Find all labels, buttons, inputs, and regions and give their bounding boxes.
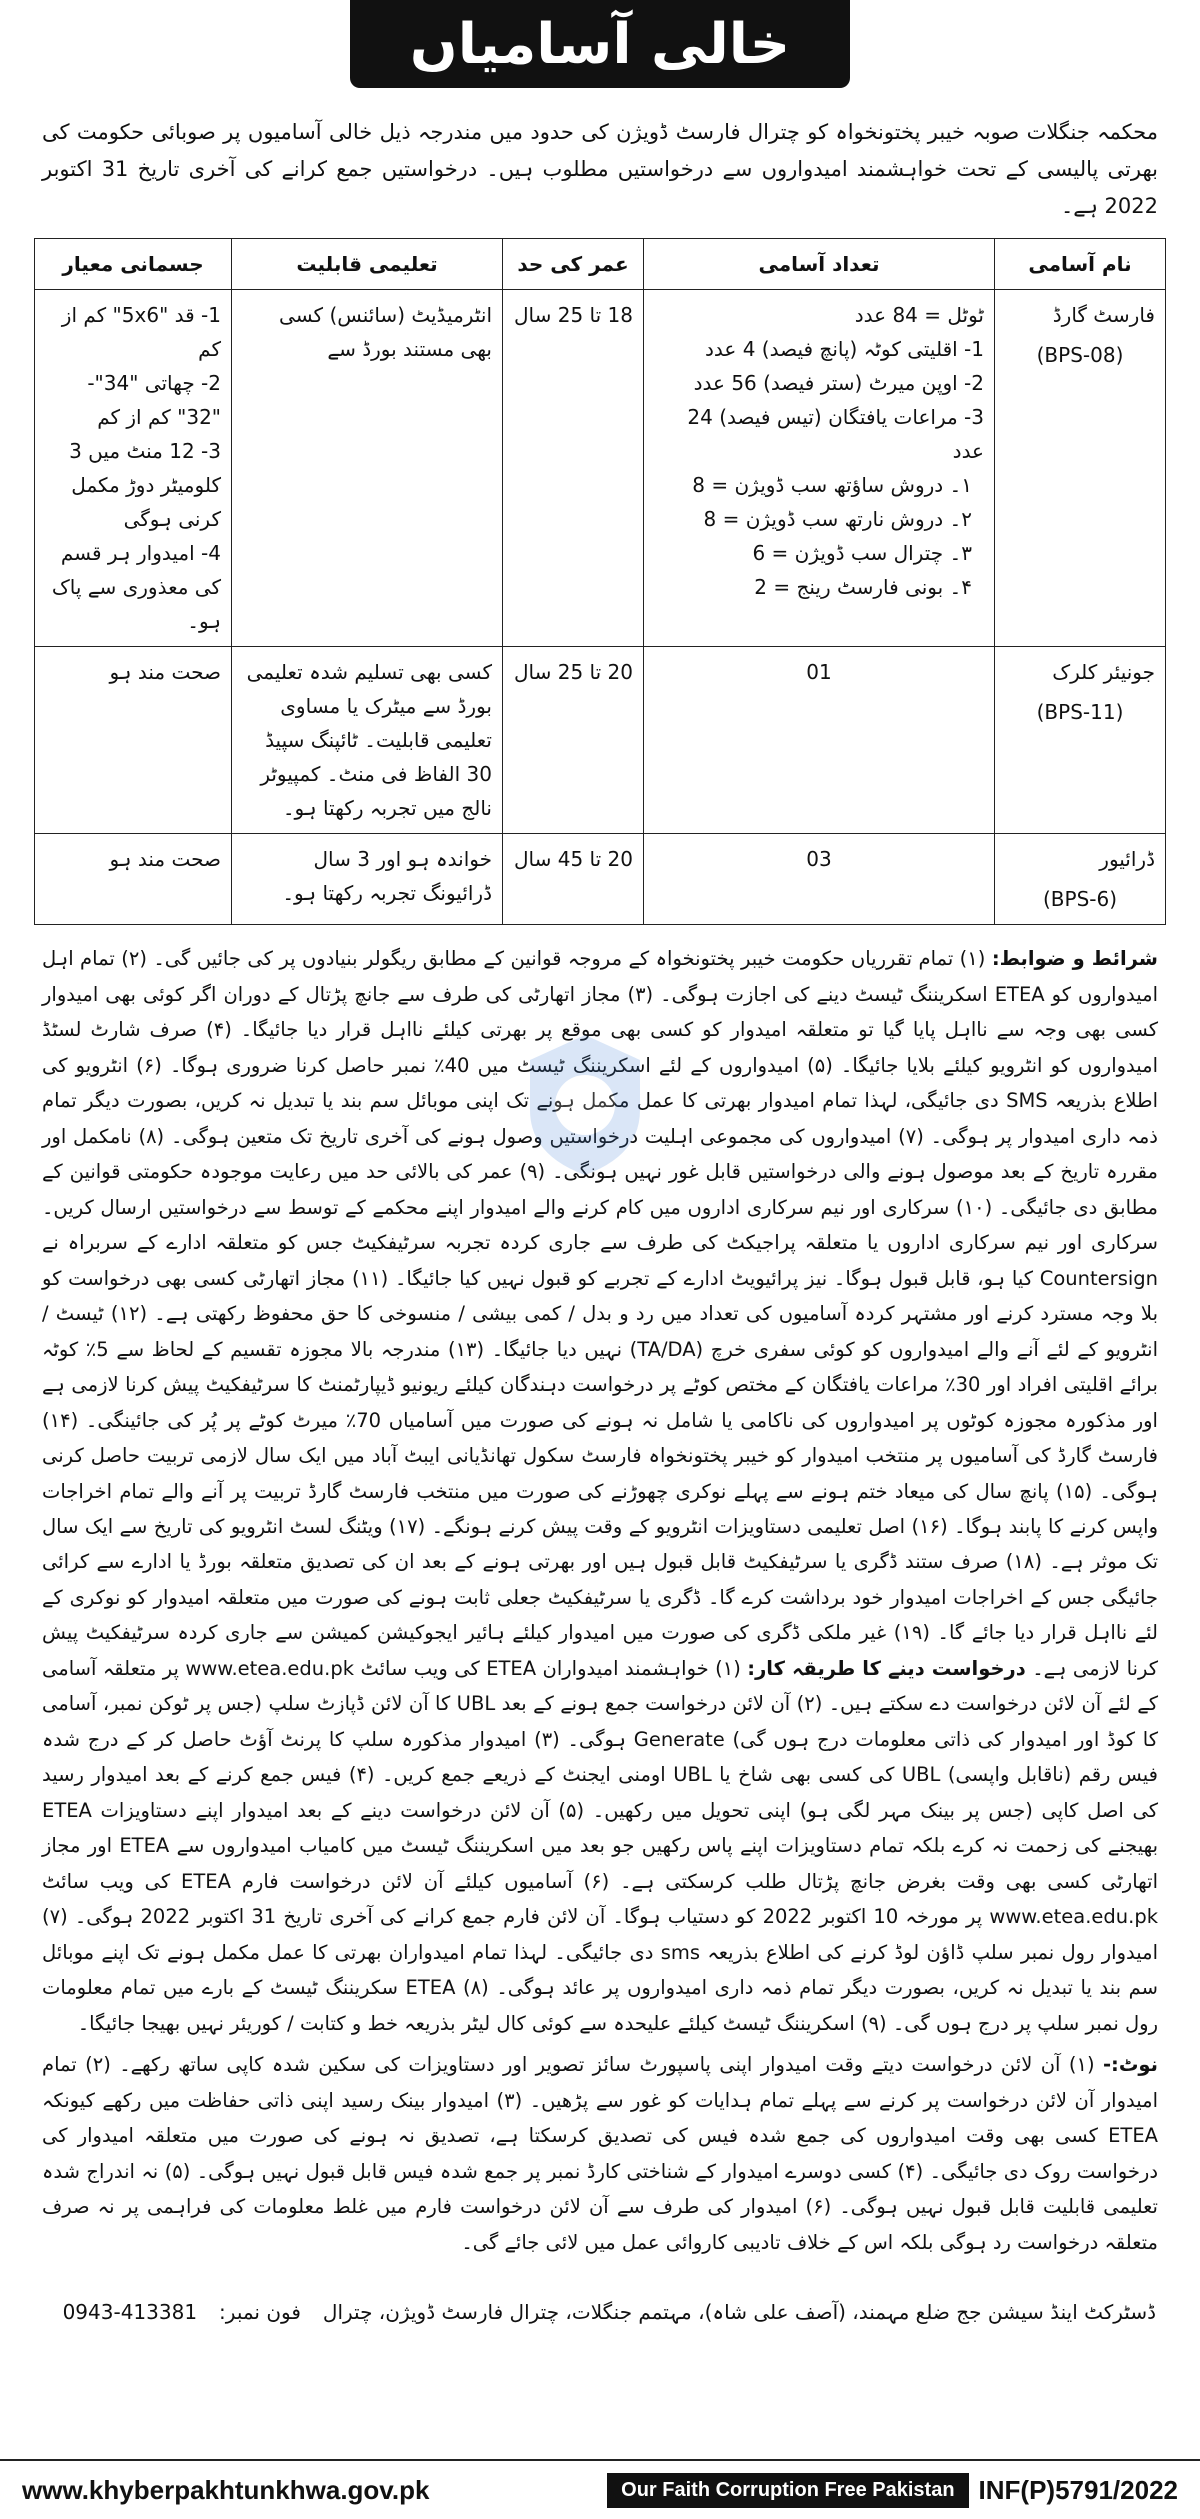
footer-website-link[interactable]: www.khyberpakhtunkhwa.gov.pk bbox=[22, 2474, 430, 2505]
count-line: ۳۔ چترال سب ڈویژن = 6 bbox=[752, 541, 972, 566]
footer-right bbox=[607, 2473, 1178, 2508]
table-header-row bbox=[35, 239, 1166, 290]
footer-bar bbox=[0, 2459, 1200, 2519]
terms-body: (۱) تمام تقرریاں حکومت خیبر پختونخواہ کے مروجہ قوانین کے مطابق ریگولر بنیادوں پر کی جائیں گی۔ (۲) تمام اہل امیدواروں کو ETEA اسکریننگ ٹیسٹ دینے کی اجازت ہوگی۔ (۳) مجاز اتھارٹی کی طرف سے جانچ پڑتال کے دوران اگر کوئی بھی امیدوار کسی بھی وجہ سے نااہل پایا گیا تو متعلقہ امیدوار کو کسی بھی موقع پر بھرتی کیلئے نااہل قرار دیا جائیگا۔ (۴) صرف شارٹ لسٹڈ امیدواروں کو انٹرویو کیلئے بلایا جائیگا۔ (۵) امیدواروں کے لئے اسکریننگ ٹیسٹ میں 40٪ نمبر حاصل کرنا ضروری ہوگا۔ (۶) انٹرویو کی اطلاع بذریعہ SMS دی جائیگی، لہذا تمام امیدوار بھرتی کا عمل مکمل ہونے تک اپنی موبائل سم بند یا تبدیل نہ کریں، بصورت دیگر تمام ذمہ داری امیدوار پر ہوگی۔ (۷) امیدواروں کی مجموعی اہلیت درخواستیں وصول ہونے کی آخری تاریخ تک متعین ہوگی۔ (۸) نامکمل اور مقررہ تاریخ کے بعد موصول ہونے والی درخواستیں قابل غور نہیں ہونگی۔ (۹) عمر کی بالائی حد میں رعایت موجودہ حکومتی قوانین کے مطابق دی جائیگی۔ (۱۰) سرکاری اور نیم سرکاری اداروں میں کام کرنے والے امیدوار اپنے محکمے کے توسط سے درخواستیں ارسال کریں۔ سرکاری اور نیم سرکاری اداروں یا متعلقہ پراجیکٹ کی طرف سے جاری کردہ تجربہ سرٹیفکیٹ جس کو متعلقہ ادارے کے سربراہ نے Countersign کیا ہو، قابل قبول ہوگا۔ نیز پرائیویٹ ادارے کے تجربے کو قبول نہیں کیا جائیگا۔ (۱۱) مجاز اتھارٹی کسی بھی درخواست کو بلا وجہ مسترد کرنے اور مشتہر کردہ آسامیوں کی تعداد میں رد و بدل / کمی بیشی / منسوخی کا حق محفوظ رکھتی ہے۔ (۱۲) ٹیسٹ / انٹرویو کے لئے آنے والے امیدواروں کو کوئی سفری خرچ (TA/DA) نہیں دیا جائیگا۔ (۱۳) مندرجہ بالا مجوزہ تقسیم کے لحاظ سے 5٪ کوٹہ برائے اقلیتی افراد اور 30٪ مراعات یافتگان کے مختص کوٹے پر درخواست دہندگان کیلئے ریونیو ڈیپارٹمنٹ کا سرٹیفکیٹ پیش کرنا لازمی ہے اور مذکورہ مجوزہ کوٹوں پر امیدواروں کی ناکامی یا شامل نہ ہونے کی صورت میں آسامیاں 70٪ میرٹ کوٹے پر پُر کی جائینگی۔ (۱۴) فارسٹ گارڈ کی آسامیوں پر منتخب امیدوار کو خیبر پختونخواہ فارسٹ سکول تھانڈیانی ایبٹ آباد میں ایک سال لازمی تربیت حاصل کرنی ہوگی۔ (۱۵) پانچ سال کی میعاد ختم ہونے سے پہلے نوکری چھوڑنے کی صورت میں منتخب فارسٹ گارڈ تربیت پر آنے والے تمام اخراجات واپس کرنے کا پابند ہوگا۔ (۱۶) اصل تعلیمی دستاویزات انٹرویو کے وقت پیش کرنے ہونگے۔ (۱۷) ویٹنگ لسٹ انٹرویو کی تاریخ سے ایک سال تک موثر ہے۔ (۱۸) صرف ستند ڈگری یا سرٹیفکیٹ قابل قبول ہیں اور بھرتی ہونے کے بعد ان کی تصدیق متعلقہ بورڈ یا ادارے سے کرائی جائیگی جس کے اخراجات امیدوار خود برداشت کرے گا۔ ڈگری یا سرٹیفکیٹ جعلی ثابت ہونے کی صورت میں متعلقہ امیدوار کو نوکری کے لئے نااہل قرار دیا جائے گا۔ (۱۹) غیر ملکی ڈگری کی صورت میں امیدوار کیلئے ہائیر ایجوکیشن کمیشن سے جاری کردہ سرٹیفکیٹ پیش کرنا لازمی ہے۔ bbox=[42, 947, 1159, 1680]
physical-line: 1- قد "5x6" کم از کم bbox=[61, 303, 221, 362]
post-name: ڈرائیور bbox=[1099, 847, 1155, 872]
post-count-cell bbox=[644, 290, 995, 647]
post-name: جونیئر کلرک bbox=[1052, 660, 1155, 685]
apply-heading: درخواست دینے کا طریقہ کار: bbox=[747, 1656, 1026, 1680]
header-qualification: تعلیمی قابلیت bbox=[232, 239, 503, 290]
post-scale: (BPS-6) bbox=[1042, 887, 1118, 912]
count-line: ۴۔ بونی فارسٹ رینج = 2 bbox=[754, 575, 972, 600]
terms-section bbox=[42, 941, 1158, 2041]
footer-ad-code: INF(P)5791/2022 bbox=[978, 2474, 1178, 2505]
age-limit-cell: 18 تا 25 سال bbox=[503, 290, 644, 647]
qualification-cell: خواندہ ہو اور 3 سال ڈرائیونگ تجربہ رکھتا ہو۔ bbox=[232, 834, 503, 925]
physical-standard-cell: صحت مند ہو bbox=[35, 834, 232, 925]
post-name-cell bbox=[995, 290, 1166, 647]
header-post-count: تعداد آسامی bbox=[644, 239, 995, 290]
notes-heading: نوٹ:- bbox=[1102, 2053, 1158, 2077]
table-row bbox=[35, 290, 1166, 647]
count-line: ۱۔ دروش ساؤتھ سب ڈویژن = 8 bbox=[692, 473, 972, 498]
vacancies-table bbox=[34, 238, 1166, 925]
age-limit-cell: 20 تا 25 سال bbox=[503, 647, 644, 834]
physical-standard-cell bbox=[35, 290, 232, 647]
post-name-cell bbox=[995, 834, 1166, 925]
header-age-limit: عمر کی حد bbox=[503, 239, 644, 290]
count-line: 2- اوپن میرٹ (ستر فیصد) 56 عدد bbox=[693, 371, 984, 396]
count-line: 3- مراعات یافتگان (تیس فیصد) 24 عدد bbox=[687, 405, 984, 464]
post-scale: (BPS-11) bbox=[1036, 700, 1124, 725]
table-row bbox=[35, 647, 1166, 834]
terms-heading: شرائط و ضوابط: bbox=[991, 947, 1158, 971]
intro-paragraph: محکمہ جنگلات صوبہ خیبر پختونخواہ کو چترال فارسٹ ڈویژن کی حدود میں مندرجہ ذیل خالی آسامیوں پر صوبائی حکومت کی بھرتی پالیسی کے تحت خواہشمند امیدواروں سے درخواستیں مطلوب ہیں۔ درخواستیں جمع کرانے کی آخری تاریخ 31 اکتوبر 2022 ہے۔ bbox=[42, 120, 1159, 218]
notes-section bbox=[42, 2047, 1158, 2260]
phone-label: فون نمبر: bbox=[219, 2300, 301, 2325]
header-physical-standard: جسمانی معیار bbox=[35, 239, 232, 290]
qualification-cell: انٹرمیڈیٹ (سائنس) کسی بھی مستند بورڈ سے bbox=[232, 290, 503, 647]
post-count-cell: 03 bbox=[644, 834, 995, 925]
notes-body: (۱) آن لائن درخواست دیتے وقت امیدوار اپنی پاسپورٹ سائز تصویر اور دستاویزات کی سکین شدہ کاپی ساتھ رکھے۔ (۲) تمام امیدوار آن لائن درخواست پر کرنے سے پہلے تمام ہدایات کو غور سے پڑھیں۔ (۳) امیدوار بینک رسید اپنی ذاتی حفاظت میں رکھے کیونکہ ETEA کسی بھی وقت امیدواروں کی جمع شدہ فیس کی تصدیق کرسکتا ہے، تصدیق نہ ہونے کی صورت میں متعلقہ امیدوار کی درخواست روک دی جائیگی۔ (۴) کسی دوسرے امیدوار کے شناختی کارڈ نمبر پر جمع شدہ فیس قابل قبول نہیں ہوگی۔ (۵) نہ اندراج شدہ تعلیمی قابلیت قابل قبول نہیں ہوگی۔ (۶) امیدوار کی طرف سے آن لائن درخواست فارم میں غلط معلومات کی فراہمی پر نہ صرف متعلقہ درخواست رد ہوگی بلکہ اس کے خلاف تادیبی کاروائی عمل میں لائی جائے گی۔ bbox=[42, 2053, 1159, 2254]
table-row bbox=[35, 834, 1166, 925]
count-line: ۲۔ دروش نارتھ سب ڈویژن = 8 bbox=[703, 507, 972, 532]
count-line: ٹوٹل = 84 عدد bbox=[854, 303, 984, 328]
age-limit-cell: 20 تا 45 سال bbox=[503, 834, 644, 925]
signature-office: ڈسٹرکٹ اینڈ سیشن جج ضلع مہمند، (آصف علی شاہ)، مہتمم جنگلات، چترال فارسٹ ڈویژن، چترال bbox=[322, 2300, 1156, 2325]
physical-standard-cell: صحت مند ہو bbox=[35, 647, 232, 834]
physical-line: 3- 12 منٹ میں 3 کلومیٹر دوڑ مکمل کرنی ہوگی bbox=[69, 439, 221, 532]
footer-slogan: Our Faith Corruption Free Pakistan bbox=[607, 2473, 968, 2508]
count-line: 1- اقلیتی کوٹہ (پانچ فیصد) 4 عدد bbox=[705, 337, 984, 362]
page-title: خالی آسامیاں bbox=[350, 0, 850, 88]
signature-block bbox=[44, 2300, 1156, 2324]
post-count-cell: 01 bbox=[644, 647, 995, 834]
phone-number: 0943-413381 bbox=[62, 2300, 198, 2325]
physical-line: 2- چھاتی "34"-"32" کم از کم bbox=[87, 371, 221, 430]
qualification-cell: کسی بھی تسلیم شدہ تعلیمی بورڈ سے میٹرک یا مساوی تعلیمی قابلیت۔ ٹائپنگ سپیڈ 30 الفاظ فی منٹ۔ کمپیوٹر نالج میں تجربہ رکھتا ہو۔ bbox=[232, 647, 503, 834]
header-post-name: نام آسامی bbox=[995, 239, 1166, 290]
post-name: فارسٹ گارڈ bbox=[1052, 303, 1155, 328]
post-scale: (BPS-08) bbox=[1036, 343, 1124, 368]
apply-body: (۱) خواہشمند امیدواران ETEA کی ویب سائٹ www.etea.edu.pk پر متعلقہ آسامی کے لئے آن لائن درخواست دے سکتے ہیں۔ (۲) آن لائن درخواست جمع ہونے کے بعد UBL کا آن لائن ڈپازٹ سلپ (جس پر ٹوکن نمبر، آسامی کا کوڈ اور امیدوار کی ذاتی معلومات درج ہوں گی) Generate ہوگی۔ (۳) امیدوار مذکورہ سلپ کا پرنٹ آؤٹ حاصل کر کے درج شدہ فیس رقم (ناقابل واپسی) UBL کی کسی بھی شاخ یا UBL اومنی ایجنٹ کے ذریعے جمع کریں۔ (۴) فیس جمع کرنے کے بعد امیدوار رسید کی اصل کاپی (جس پر بینک مہر لگی ہو) اپنی تحویل میں رکھیں۔ (۵) آن لائن درخواست دینے کے بعد امیدوار اپنے دستاویزات ETEA بھیجنے کی زحمت نہ کرے بلکہ تمام دستاویزات اپنے پاس رکھیں جو بعد میں اسکریننگ ٹیسٹ میں کامیاب امیدواروں سے ETEA اور مجاز اتھارٹی کسی بھی وقت بغرض جانچ پڑتال طلب کرسکتی ہے۔ (۶) آسامیوں کیلئے آن لائن درخواست فارم ETEA کی ویب سائٹ www.etea.edu.pk پر مورخہ 10 اکتوبر 2022 کو دستیاب ہوگا۔ آن لائن فارم جمع کرانے کی آخری تاریخ 31 اکتوبر 2022 ہوگی۔ (۷) امیدوار رول نمبر سلپ ڈاؤن لوڈ کرنے کی اطلاع بذریعہ sms دی جائیگی۔ لہذا تمام امیدواران بھرتی کا عمل مکمل ہونے تک اپنے موبائل سم بند یا تبدیل نہ کریں، بصورت دیگر تمام ذمہ داری امیدواروں پر عائد ہوگی۔ (۸) ETEA سکریننگ ٹیسٹ کے بارے میں تمام معلومات رول نمبر سلپ پر درج ہوں گی۔ (۹) اسکریننگ ٹیسٹ کیلئے علیحدہ سے کوئی کال لیٹر بذریعہ خط و کتابت / کوریئر نہیں بھیجا جائیگا۔ bbox=[42, 1656, 1159, 2035]
post-name-cell bbox=[995, 647, 1166, 834]
physical-line: 4- امیدوار ہر قسم کی معذوری سے پاک ہو۔ bbox=[51, 541, 221, 634]
